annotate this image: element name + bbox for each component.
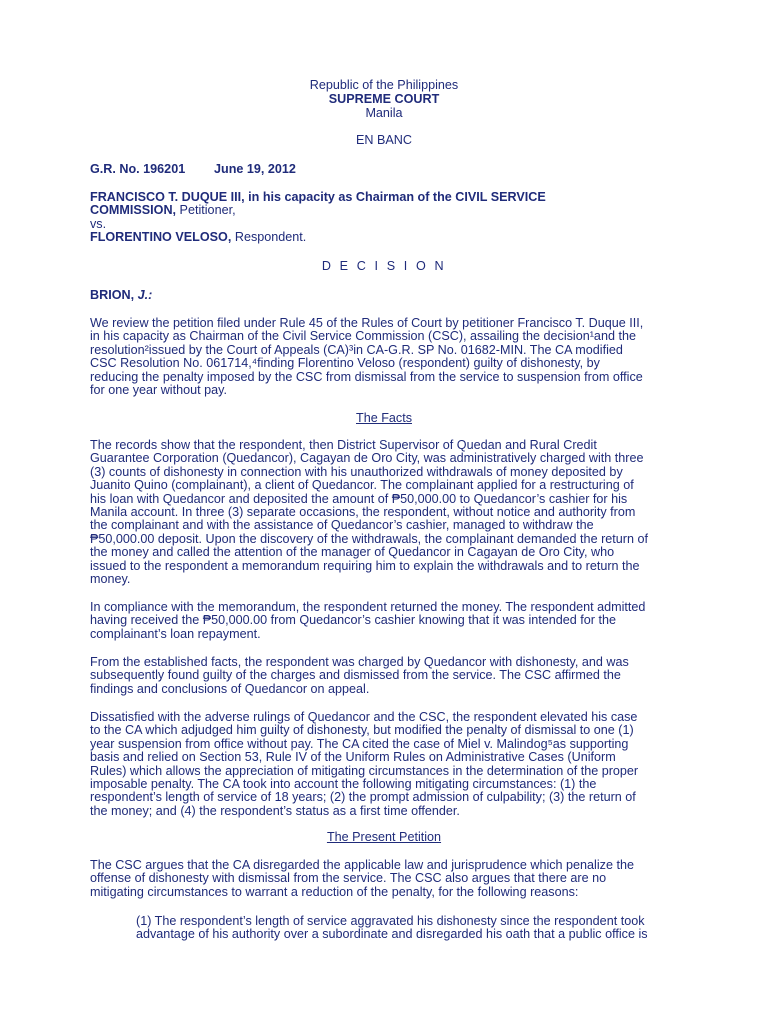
text-line: year suspension from office without pay. The CA cited the case of Miel v. Malindog⁵as supporting (90, 736, 629, 751)
text-line: for one year without pay. (90, 383, 227, 398)
text-line: From the established facts, the respondent was charged by Quedancor with dishonesty, and was (90, 655, 629, 669)
text-line: Dissatisfied with the adverse rulings of Quedancor and the CSC, the respondent elevated his case (90, 710, 638, 724)
decision-title: D E C I S I O N (321, 259, 447, 273)
text-line: money. (90, 572, 131, 587)
header-division: EN BANC (356, 133, 412, 147)
text-line: resolution²issued by the Court of Appeals (CA)³in CA-G.R. SP No. 01682-MIN. The CA modified (90, 342, 623, 357)
paragraph-compliance (90, 601, 680, 641)
text-line: The CSC argues that the CA disregarded the applicable law and jurisprudence which penalize the (90, 858, 634, 872)
header-court: SUPREME COURT (328, 92, 440, 106)
ponente-name: BRION, (90, 288, 138, 302)
petitioner-role: Petitioner, (176, 203, 236, 218)
ponente-title: J.: (137, 288, 153, 302)
versus: vs. (90, 216, 107, 231)
text-line: imposable penalty. The CA took into account the following mitigating circumstances: (1) the (90, 777, 597, 792)
text-line: We review the petition filed under Rule 45 of the Rules of Court by petitioner Francisco T. Duque III, (90, 316, 644, 330)
list-item (136, 915, 680, 942)
petitioner-name-cont: COMMISSION, (90, 203, 177, 218)
case-caption (90, 191, 680, 245)
paragraph-intro (90, 317, 680, 397)
text-line: Manila account. In three (3) separate occasions, the respondent, without notice and authority from (90, 505, 636, 520)
respondent-name: FLORENTINO VELOSO, (90, 230, 232, 245)
text-line: mitigating circumstances to warrant a reduction of the penalty, for the following reasons: (90, 884, 579, 899)
text-line: findings and conclusions of Quedancor on appeal. (90, 681, 370, 696)
case-line (90, 163, 680, 176)
paragraph-facts (90, 439, 680, 586)
text-line: (3) counts of dishonesty in connection with his unauthorized withdrawals of money deposited by (90, 464, 623, 479)
case-number: G.R. No. 196201 (90, 162, 186, 176)
text-line: advantage of his authority over a subordinate and disregarded his oath that a public office is (136, 927, 648, 942)
header-republic: Republic of the Philippines (309, 78, 459, 92)
header-city: Manila (365, 106, 403, 120)
text-line: The records show that the respondent, then District Supervisor of Quedan and Rural Credit (90, 438, 597, 452)
facts-heading: The Facts (356, 411, 412, 425)
text-line: subsequently found guilty of the charges and dismissed from the service. The CSC affirmed the (90, 668, 621, 683)
text-line: the money and called the attention of the manager of Quedancor in Cagayan de Oro City, who (90, 545, 615, 560)
text-line: having received the ₱50,000.00 from Quedancor’s cashier knowing that it was intended for the (90, 613, 616, 628)
text-line: Rules) which allows the appreciation of mitigating circumstances in the determination of the proper (90, 763, 639, 778)
text-line: complainant’s loan repayment. (90, 626, 261, 641)
petitioner-name: FRANCISCO T. DUQUE III, in his capacity as Chairman of the CIVIL SERVICE (90, 190, 546, 204)
text-line: basis and relied on Section 53, Rule IV of the Uniform Rules on Administrative Cases (Uniform (90, 750, 616, 765)
text-line: Juanito Quino (complainant), a client of Quedancor. The complainant applied for a restructuring of (90, 478, 634, 493)
text-line: (1) The respondent’s length of service aggravated his dishonesty since the respondent took (136, 914, 645, 928)
text-line: in his capacity as Chairman of the Civil Service Commission (CSC), assailing the decision¹and the (90, 329, 636, 344)
text-line: respondent’s length of service of 18 years; (2) the prompt admission of culpability; (3) the return of (90, 790, 636, 805)
text-line: ₱50,000.00 deposit. Upon the discovery of the withdrawals, the complainant demanded the return of (90, 531, 648, 546)
text-line: reducing the penalty imposed by the CSC from dismissal from the service to suspension from office (90, 369, 643, 384)
text-line: Guarantee Corporation (Quedancor), Cagayan de Oro City, was administratively charged with three (90, 451, 644, 466)
petition-heading: The Present Petition (326, 830, 442, 844)
respondent-role: Respondent. (231, 230, 307, 245)
text-line: his loan with Quedancor and deposited the amount of ₱50,000.00 to Quedancor’s cashier for his (90, 491, 628, 506)
text-line: offense of dishonesty with dismissal from the service. The CSC also argues that there are no (90, 871, 607, 886)
text-line: In compliance with the memorandum, the respondent returned the money. The respondent admitted (90, 600, 646, 614)
text-line: to the CA which adjudged him guilty of dishonesty, but modified the penalty of dismissal to one (1) (90, 723, 634, 738)
paragraph-established-facts (90, 656, 680, 696)
text-line: CSC Resolution No. 061714,⁴finding Florentino Veloso (respondent) guilty of dishonesty, by (90, 356, 600, 371)
text-line: issued to the respondent a memorandum requiring him to explain the withdrawals and to return the (90, 558, 640, 573)
ponente (90, 289, 680, 302)
text-line: the money; and (4) the respondent’s status as a first time offender. (90, 803, 460, 818)
paragraph-dissatisfied (90, 711, 680, 818)
case-date: June 19, 2012 (214, 162, 296, 176)
paragraph-csc-argues (90, 859, 680, 899)
text-line: the complainant and with the assistance of Quedancor’s cashier, managed to withdraw the (90, 518, 594, 533)
